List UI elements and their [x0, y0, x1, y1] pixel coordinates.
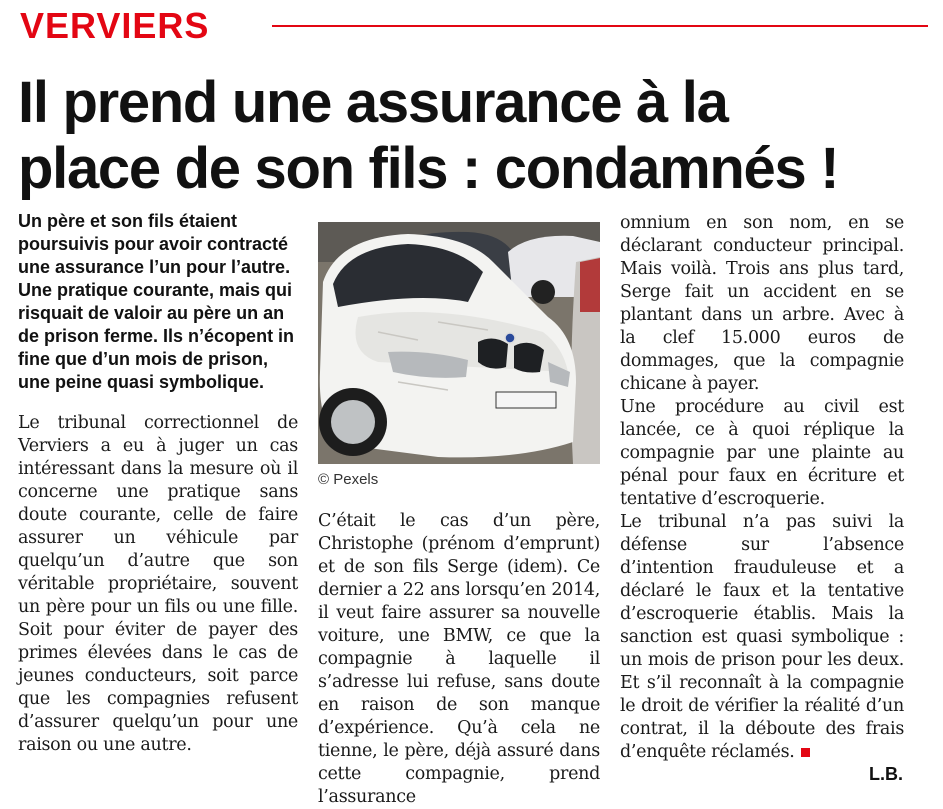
- headline-line-1: Il prend une assurance à la: [18, 70, 728, 135]
- car-illustration: [318, 222, 600, 464]
- body-paragraph-2: C’était le cas d’un père, Christophe (prénom d’emprunt) et de son fils Serge (idem). Ce dernier a 22 ans lorsqu’en 2014, il veut faire assurer sa nouvelle voiture, une BMW, ce que la compagnie à laquelle il s’adresse lui refuse, sans doute en raison de son manque d’expérience. Qu’à cela ne tienne, le père, déjà assuré dans cette compagnie, prend l’assurance: [318, 511, 600, 807]
- body-paragraph-5-text: Le tribunal n’a pas suivi la défense sur l’absence d’intention frauduleuse et a déclaré le faux et la tentative d’escroquerie établis. Mais la sanction est quasi symbolique : un mois de prison pour les deux. Et s’il reconnaît à la compagnie le droit de vérifier la réalité d’un contrat, il la déboute des frais d’enquête réclamés.: [620, 512, 904, 762]
- body-paragraph-5: [620, 511, 904, 764]
- headline-line-2: place de son fils : condamnés !: [18, 136, 839, 201]
- column-2: [318, 222, 600, 809]
- article-photo: [318, 222, 600, 464]
- author-signature: L.B.: [869, 764, 903, 784]
- headline: [18, 70, 928, 202]
- end-of-article-mark: [801, 748, 810, 757]
- column-1: [18, 210, 298, 757]
- column-3: [620, 212, 904, 764]
- section-label: VERVIERS: [20, 5, 210, 46]
- body-paragraph-1: Le tribunal correctionnel de Verviers a eu à juger un cas intéressant dans la mesure où il concerne une pratique sans doute courante, celle de faire assurer un véhicule par quelqu’un d’autre que son véritable propriétaire, souvent un père pour un fils ou une fille. Soit pour éviter de payer des primes élevées dans le cas de jeunes conducteurs, soit parce que les compagnies refusent d’assurer quelqu’un pour une raison ou une autre.: [18, 413, 298, 755]
- photo-credit: © Pexels: [318, 471, 379, 488]
- body-paragraph-4: Une procédure au civil est lancée, ce à quoi réplique la compagnie par une plainte au pénal pour faux en écriture et tentative d’escroquerie.: [620, 397, 904, 509]
- section-divider: [272, 25, 928, 27]
- body-paragraph-3: omnium en son nom, en se déclarant conducteur principal. Mais voilà. Trois ans plus tard, Serge fait un accident en se plantant dans un arbre. Avec à la clef 15.000 euros de dommages, que la compagnie chicane à payer.: [620, 213, 904, 394]
- article-lead: Un père et son fils étaient poursuivis pour avoir contracté une assurance l’un pour l’autre. Une pratique courante, mais qui risquait de valoir au père un an de prison ferme. Ils n’écopent in fine que d’un mois de prison, une peine quasi symbolique.: [18, 211, 295, 392]
